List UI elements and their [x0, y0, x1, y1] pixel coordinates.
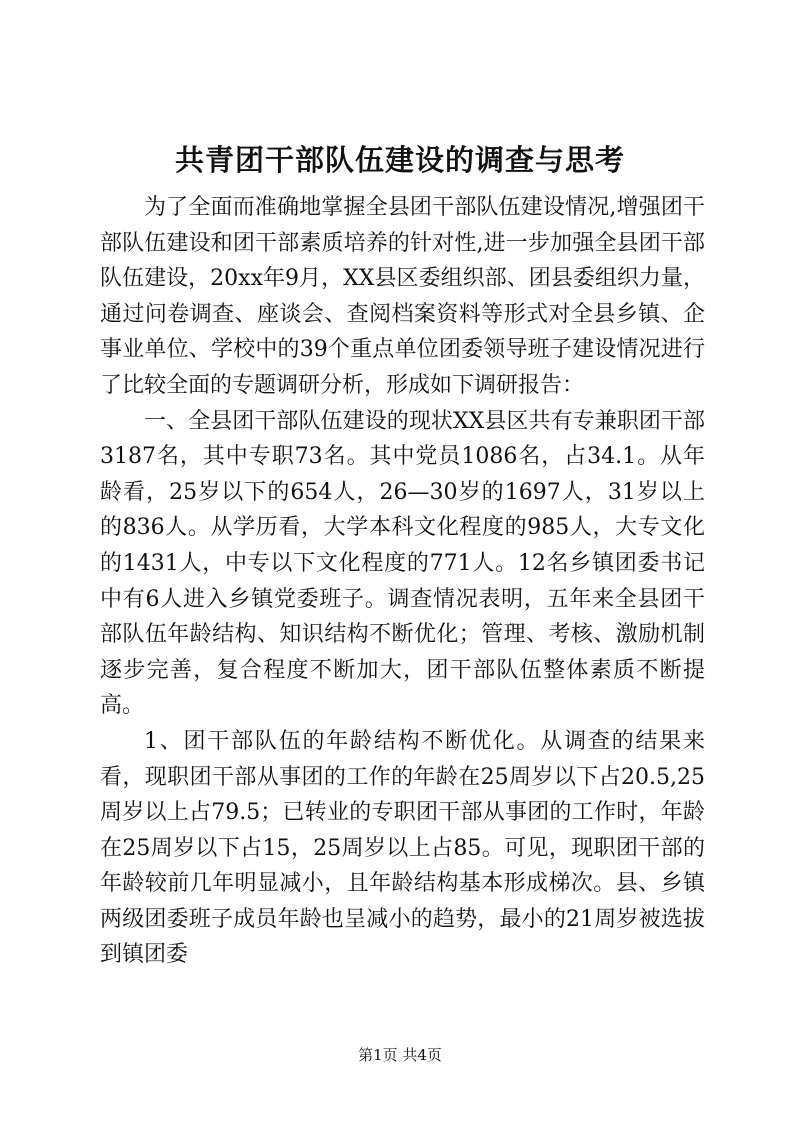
paragraph-age-structure: 1、团干部队伍的年龄结构不断优化。从调查的结果来看，现职团干部从事团的工作的年龄在25周岁以下占20.5,25周岁以上占79.5；已转业的专职团干部从事团的工作时，年龄在25周岁以下占15，25周岁以上占85。可见，现职团干部的年龄较前几年明显减小，且年龄结构基本形成梯次。县、乡镇两级团委班子成员年龄也呈减小的趋势，最小的21周岁被选拔到镇团委 — [100, 728, 705, 968]
document-title: 共青团干部队伍建设的调查与思考 — [174, 143, 625, 177]
paragraph-intro: 为了全面而准确地掌握全县团干部队伍建设情况,增强团干部队伍建设和团干部素质培养的针对性,进一步加强全县团干部队伍建设，20xx年9月，XX县区委组织部、团县委组织力量，通过问卷调查、座谈会、查阅档案资料等形式对全县乡镇、企事业单位、学校中的39个重点单位团委领导班子建设情况进行了比较全面的专题调研分析，形成如下调研报告： — [100, 195, 705, 398]
page-number: 第1页 共4页 — [358, 1046, 442, 1064]
document-body — [100, 190, 705, 973]
paragraph-status: 一、全县团干部队伍建设的现状XX县区共有专兼职团干部3187名，其中专职73名。其中党员1086名，占34.1。从年龄看，25岁以下的654人，26—30岁的1697人，31岁以上的836人。从学历看，大学本科文化程度的985人，大专文化的1431人，中专以下文化程度的771人。12名乡镇团委书记中有6人进入乡镇党委班子。调查情况表明，五年来全县团干部队伍年龄结构、知识结构不断优化；管理、考核、激励机制逐步完善，复合程度不断加大，团干部队伍整体素质不断提高。 — [100, 408, 705, 719]
